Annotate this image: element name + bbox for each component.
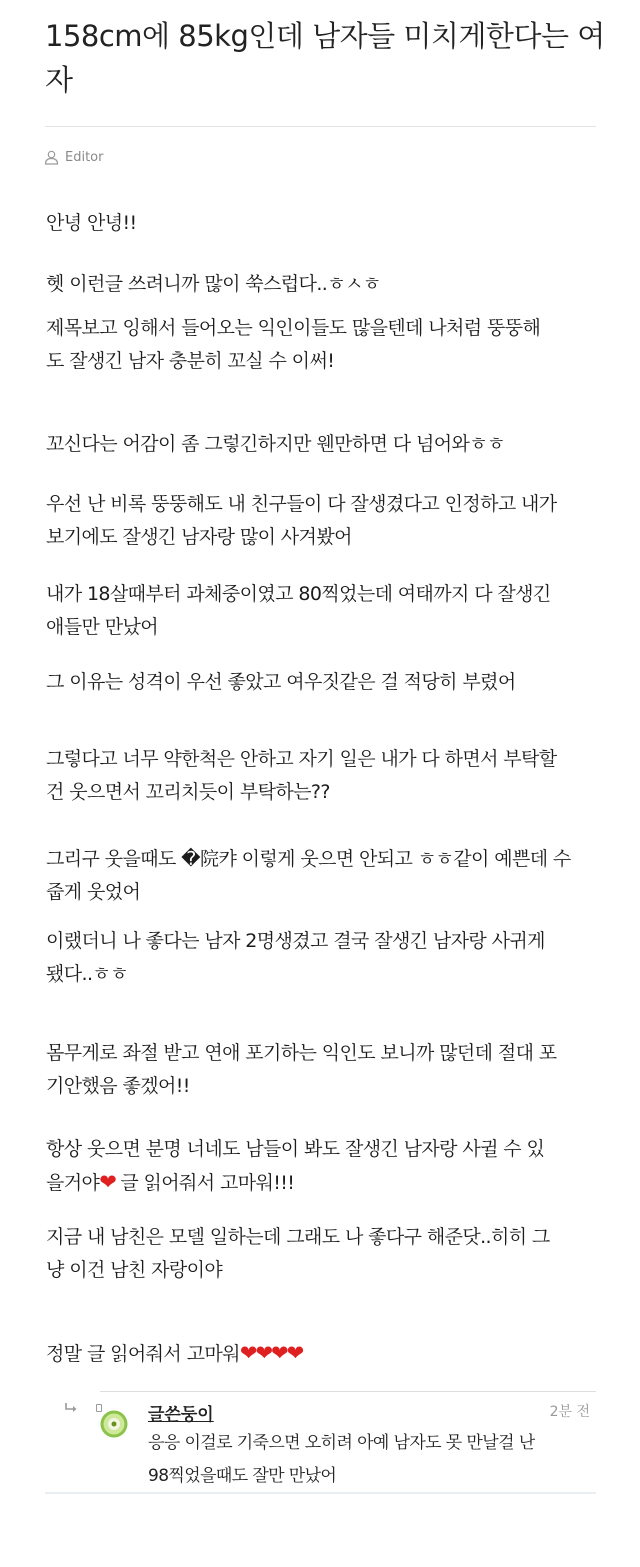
- paragraph-6: 내가 18살때부터 과체중이였고 80찍었는데 여태까지 다 잘생긴 애들만 만났어: [46, 583, 551, 638]
- paragraph-2: 헷 이런글 쓰려니까 많이 쑥스럽다..ㅎㅅㅎ: [46, 273, 381, 295]
- paragraph-12: [46, 1133, 606, 1200]
- paragraph-7: 그 이유는 성격이 우선 좋았고 여우짓같은 걸 적당히 부렸어: [46, 671, 516, 693]
- paragraph-5: 우선 난 비록 뚱뚱해도 내 친구들이 다 잘생겼다고 인정하고 내가 보기에도 잘생긴 남자랑 많이 사겨봤어: [46, 493, 557, 548]
- author-line: [44, 147, 103, 167]
- heart-icon: ❤: [99, 1170, 115, 1194]
- title-divider: [45, 126, 596, 127]
- comment-body: 응응 이걸로 기죽으면 오히려 아예 남자도 못 만날걸 난 98찍었을때도 잘만 만났어: [148, 1433, 535, 1486]
- hearts-icon: ❤❤❤❤: [239, 1341, 303, 1365]
- paragraph-12-tail: 글 읽어줘서 고마워!!!: [114, 1172, 295, 1194]
- paragraph-14: [46, 1337, 606, 1371]
- comment-author[interactable]: 글쓴둥이: [148, 1405, 214, 1425]
- paragraph-4: 꼬신다는 어감이 좀 그렇긴하지만 웬만하면 다 넘어와ㅎㅎ: [46, 433, 505, 455]
- post-title: 158cm에 85kg인데 남자들 미치게한다는 여자: [45, 19, 605, 97]
- comment-timestamp: 2분 전: [549, 1404, 590, 1420]
- paragraph-13: 지금 내 남친은 모델 일하는데 그래도 나 좋다구 해준닷..히히 그 냥 이건 남친 자랑이야: [46, 1226, 550, 1281]
- comment-divider-top: [100, 1391, 596, 1392]
- comment-divider-bottom: [45, 1492, 596, 1494]
- reply-arrow-icon: [64, 1402, 80, 1414]
- paragraph-1: 안녕 안녕!!: [46, 212, 137, 234]
- paragraph-3: 제목보고 잉해서 들어오는 익인이들도 많을텐데 나처럼 뚱뚱해 도 잘생긴 남자 충분히 꼬실 수 이써!: [46, 317, 541, 372]
- paragraph-8: 그렇다고 너무 약한척은 안하고 자기 일은 내가 다 하면서 부탁할 건 웃으면서 꼬리치듯이 부탁하는??: [46, 748, 557, 803]
- paragraph-9: 그리구 웃을때도 �院캬 이렇게 웃으면 안되고 ㅎㅎ같이 예쁜데 수 줍게 웃었어: [46, 848, 571, 903]
- paragraph-10: 이랬더니 나 좋다는 남자 2명생겼고 결국 잘생긴 남자랑 사귀게 됐다..ㅎㅎ: [46, 930, 545, 985]
- paragraph-14-text: 정말 글 읽어줘서 고마워: [46, 1343, 240, 1365]
- paragraph-12-text: 항상 웃으면 분명 너네도 남들이 봐도 잘생긴 남자랑 사귈 수 있 을거야: [46, 1138, 545, 1194]
- user-icon: [44, 150, 59, 165]
- paragraph-11: 몸무게로 좌절 받고 연애 포기하는 익인도 보니까 많던데 절대 포 기안했음 좋겠어!!: [46, 1042, 557, 1097]
- kiwi-avatar-icon[interactable]: [100, 1410, 128, 1438]
- author-name[interactable]: Editor: [65, 149, 104, 165]
